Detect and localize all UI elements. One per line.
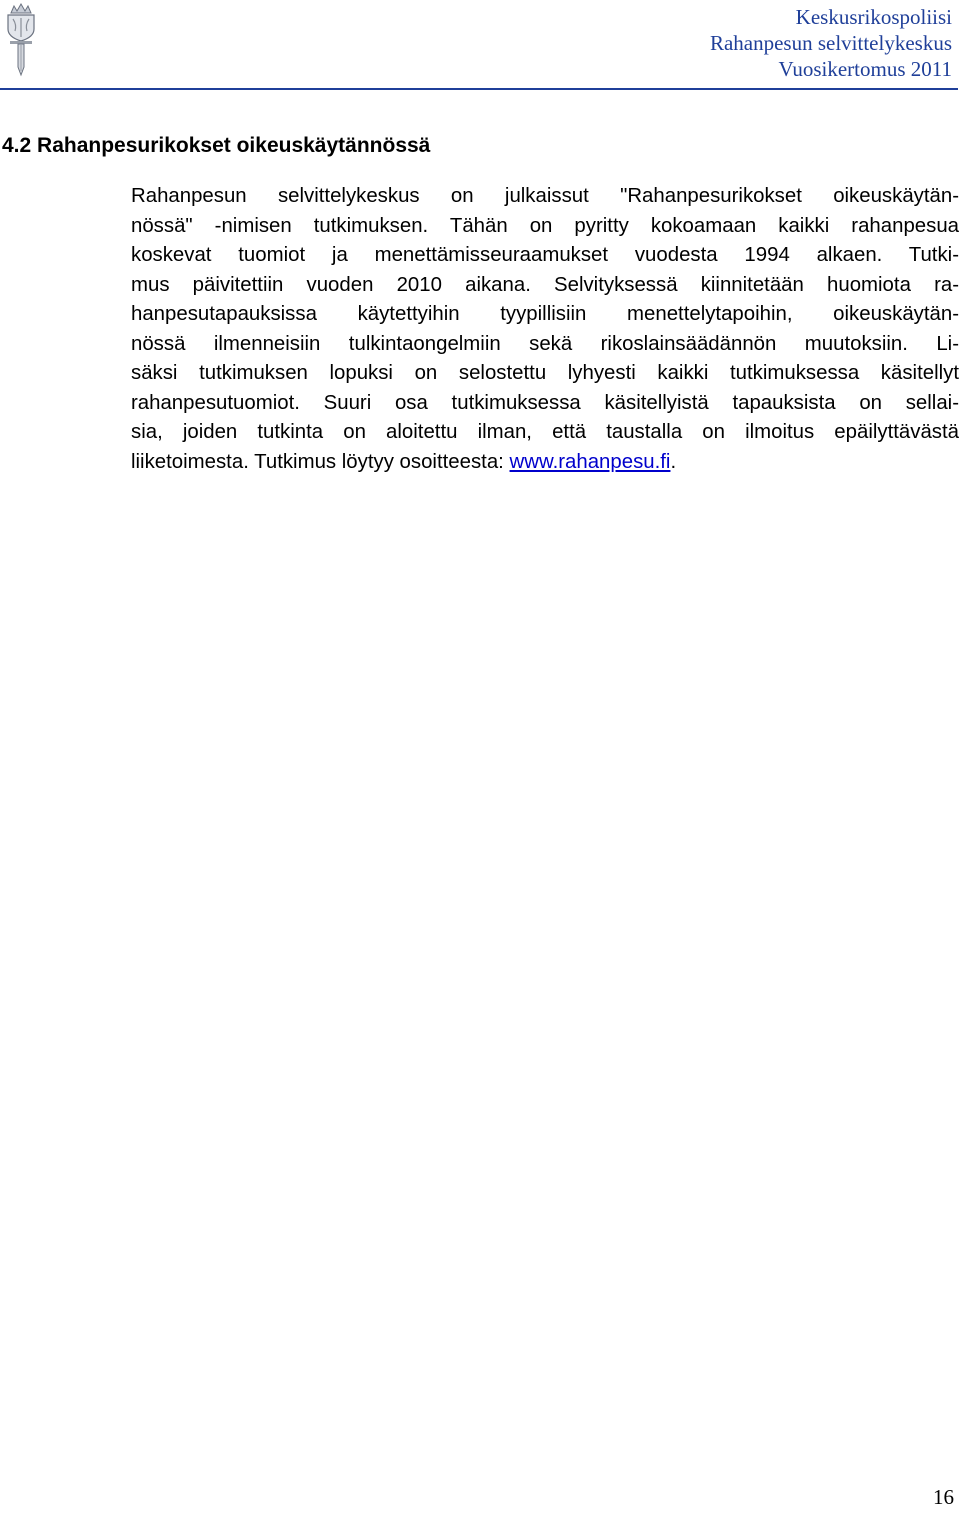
- body-paragraph: [131, 182, 959, 477]
- section-title: 4.2 Rahanpesurikokset oikeuskäytännössä: [2, 134, 431, 157]
- header-unit: Rahanpesun selvittelykeskus: [709, 31, 952, 55]
- paragraph-line: nössä ilmenneisiin tulkintaongelmiin sekä rikoslainsäädännön muutoksiin. Li-: [131, 332, 959, 355]
- page-number: 16: [933, 1485, 954, 1509]
- paragraph-last-line: [131, 448, 959, 478]
- paragraph-line: mus päivitettiin vuoden 2010 aikana. Selvityksessä kiinnitetään huomiota ra-: [131, 273, 959, 296]
- paragraph-line: nössä" -nimisen tutkimuksen. Tähän on pyritty kokoamaan kaikki rahanpesua: [131, 214, 959, 237]
- paragraph-line: koskevat tuomiot ja menettämisseuraamukset vuodesta 1994 alkaen. Tutki-: [131, 244, 959, 266]
- police-sword-emblem-icon: [3, 3, 39, 77]
- paragraph-line: sia, joiden tutkinta on aloitettu ilman, että taustalla on ilmoitus epäilyttävästä: [131, 421, 959, 443]
- header-organization: Keskusrikospoliisi: [795, 5, 952, 29]
- header-divider: [0, 88, 958, 90]
- header-report-title: Vuosikertomus 2011: [778, 57, 952, 81]
- paragraph-line: Rahanpesun selvittelykeskus on julkaissut "Rahanpesurikokset oikeuskäytän-: [131, 185, 959, 207]
- paragraph-line: säksi tutkimuksen lopuksi on selostettu lyhyesti kaikki tutkimuksessa käsitellyt: [131, 362, 959, 384]
- last-line-text: liiketoimesta. Tutkimus löytyy osoitteesta:: [131, 450, 510, 473]
- document-header: [710, 4, 952, 82]
- last-line-period: .: [670, 450, 677, 473]
- rahanpesu-website-link[interactable]: www.rahanpesu.fi: [509, 450, 671, 473]
- paragraph-line: rahanpesutuomiot. Suuri osa tutkimuksessa käsitellyistä tapauksista on sellai-: [131, 391, 959, 414]
- police-emblem-logo: [3, 3, 39, 77]
- paragraph-line: hanpesutapauksissa käytettyihin tyypillisiin menettelytapoihin, oikeuskäytän-: [131, 303, 959, 325]
